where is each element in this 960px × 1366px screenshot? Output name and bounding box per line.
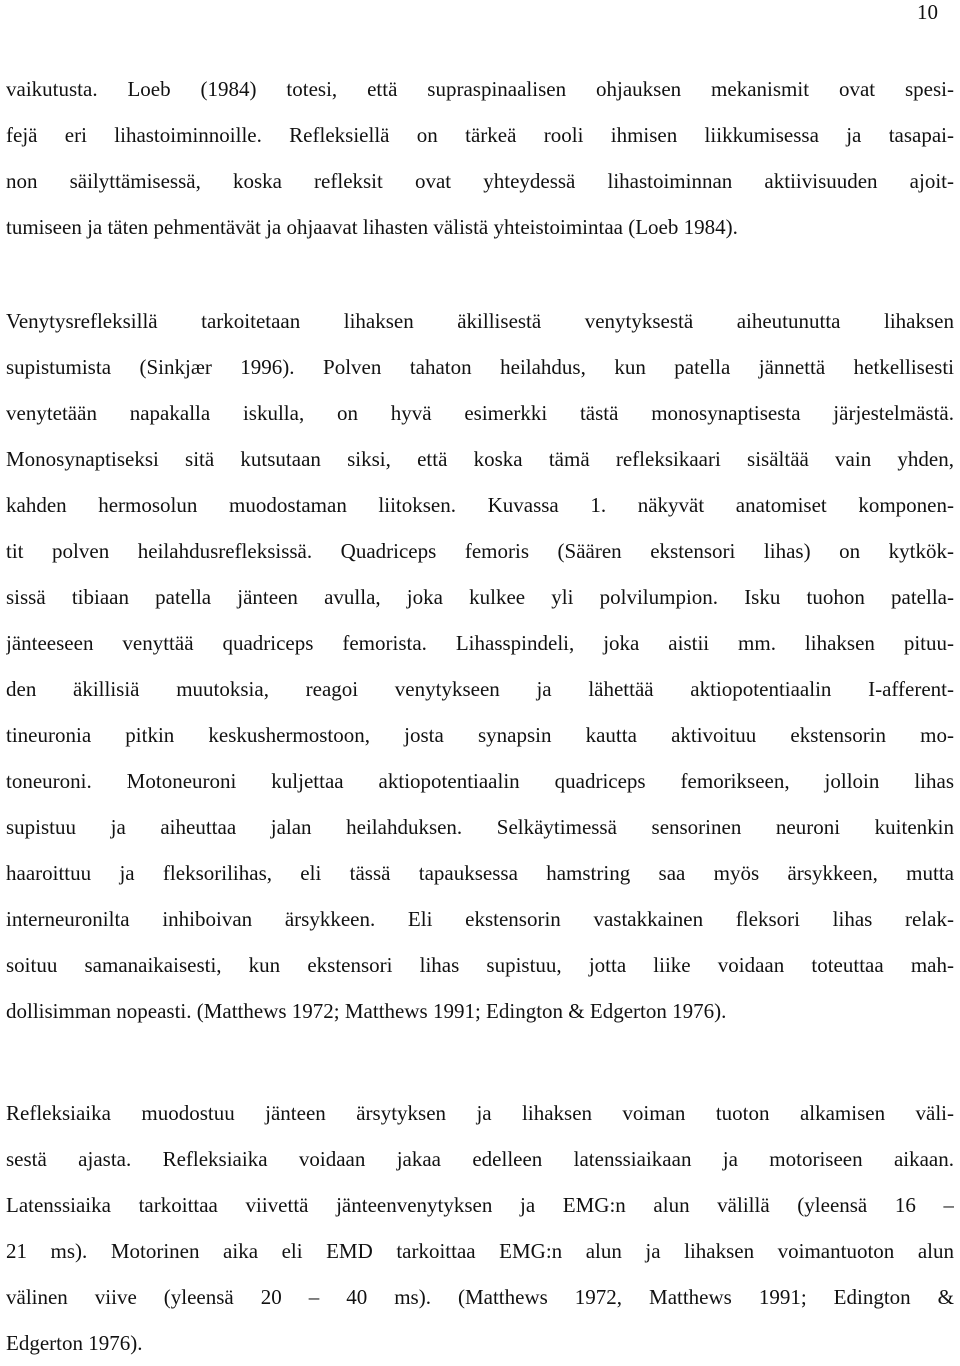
text-line: tit polven heilahdusrefleksissä. Quadriceps femoris (Säären ekstensori lihas) on kytkök- [6,539,954,563]
text-line: supistumista (Sinkjær 1996). Polven tahaton heilahdus, kun patella jännettä hetkellisesti [6,355,954,379]
text-line: non säilyttämisessä, koska refleksit ovat yhteydessä lihastoiminnan aktiivisuuden ajoit- [6,169,954,193]
paragraph-1 [6,66,954,250]
text-line: haaroittuu ja fleksorilihas, eli tässä tapauksessa hamstring saa myös ärsykkeen, mutta [6,861,954,885]
text-line: Refleksiaika muodostuu jänteen ärsytyksen ja lihaksen voiman tuoton alkamisen väli- [6,1101,954,1125]
text-line: den äkillisiä muutoksia, reagoi venytykseen ja lähettää aktiopotentiaalin I-afferent- [6,677,954,701]
text-line: vaikutusta. Loeb (1984) totesi, että supraspinaalisen ohjauksen mekanismit ovat spesi- [6,77,954,101]
text-line: sissä tibiaan patella jänteen avulla, joka kulkee yli polvilumpion. Isku tuohon patella- [6,585,954,609]
text-line: kahden hermosolun muodostaman liitoksen. Kuvassa 1. näkyvät anatomiset komponen- [6,493,954,517]
text-line: tineuronia pitkin keskushermostoon, josta synapsin kautta aktivoituu ekstensorin mo- [6,723,954,747]
text-line: supistuu ja aiheuttaa jalan heilahduksen. Selkäytimessä sensorinen neuroni kuitenkin [6,815,954,839]
text-line: jänteeseen venyttää quadriceps femorista. Lihasspindeli, joka aistii mm. lihaksen pituu- [6,631,954,655]
paragraph-3 [6,1090,954,1366]
text-line: Venytysrefleksillä tarkoitetaan lihaksen äkillisestä venytyksestä aiheutunutta lihaksen [6,309,954,333]
text-line: interneuronilta inhiboivan ärsykkeen. Eli ekstensorin vastakkainen fleksori lihas relak- [6,907,954,931]
text-line: Monosynaptiseksi sitä kutsutaan siksi, että koska tämä refleksikaari sisältää vain yhden, [6,447,954,471]
text-line: sestä ajasta. Refleksiaika voidaan jakaa edelleen latenssiaikaan ja motoriseen aikaan. [6,1147,954,1171]
text-line: dollisimman nopeasti. (Matthews 1972; Matthews 1991; Edington & Edgerton 1976). [6,999,727,1023]
text-line: Edgerton 1976). [6,1331,143,1355]
text-line: välinen viive (yleensä 20 – 40 ms). (Matthews 1972, Matthews 1991; Edington & [6,1285,954,1309]
page-number: 10 [917,0,938,24]
text-line: venytetään napakalla iskulla, on hyvä esimerkki tästä monosynaptisesta järjestelmästä. [6,401,954,425]
text-line: tumiseen ja täten pehmentävät ja ohjaavat lihasten välistä yhteistoimintaa (Loeb 1984). [6,215,738,239]
text-line: toneuroni. Motoneuroni kuljettaa aktiopotentiaalin quadriceps femorikseen, jolloin lihas [6,769,954,793]
paragraph-2 [6,298,954,1034]
text-line: 21 ms). Motorinen aika eli EMD tarkoittaa EMG:n alun ja lihaksen voimantuoton alun [6,1239,954,1263]
text-line: fejä eri lihastoiminnoille. Refleksiellä on tärkeä rooli ihmisen liikkumisessa ja tasapai- [6,123,954,147]
text-line: Latenssiaika tarkoittaa viivettä jänteenvenytyksen ja EMG:n alun välillä (yleensä 16 – [6,1193,954,1217]
text-line: soituu samanaikaisesti, kun ekstensori lihas supistuu, jotta liike voidaan toteuttaa mah- [6,953,954,977]
